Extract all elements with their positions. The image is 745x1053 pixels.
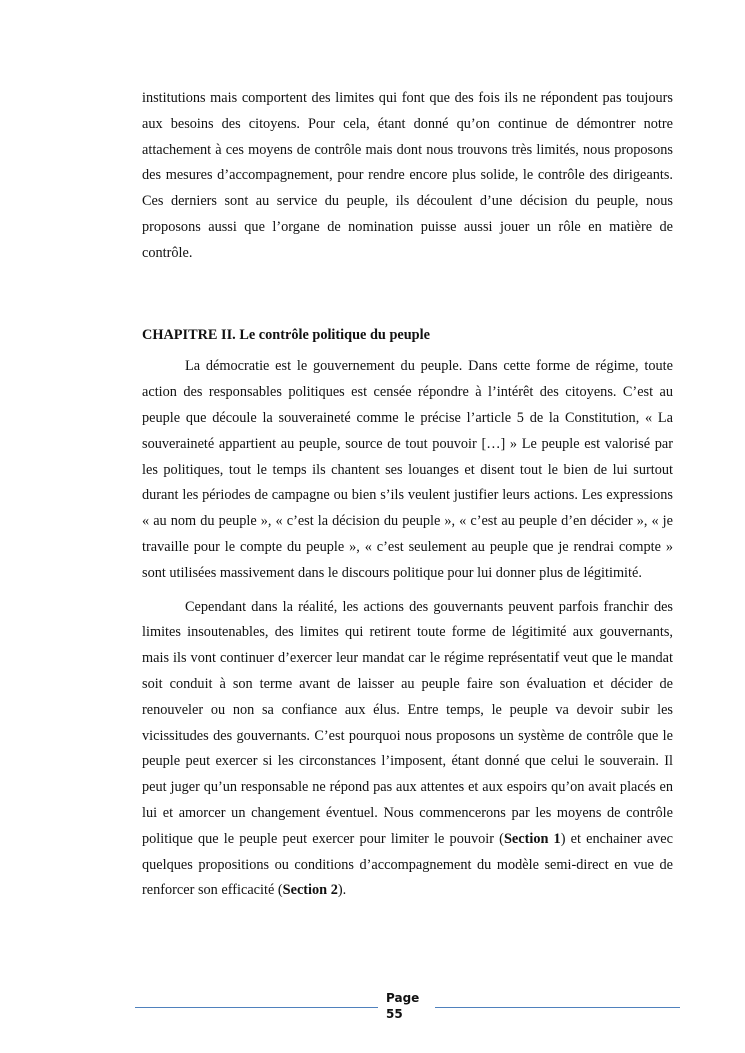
paragraph-1: La démocratie est le gouvernement du peuple. Dans cette forme de régime, toute action des responsables politiques est censée répondre à l’intérêt des citoyens. C’est au peuple que découle la souveraineté comme le précise l’article 5 de la Constitution, « La souveraineté appartient au peuple, source de tout pouvoir […] » Le peuple est valorisé par les politiques, tout le temps ils chantent ses louanges et disent tout le bien de lui surtout durant les périodes de campagne ou bien s’ils veulent justifier leurs actions. Les expressions « au nom du peuple », « c’est la décision du peuple », « c’est au peuple d’en décider », « je travaille pour le compte du peuple », « c’est seulement au peuple que je rendrai compte » sont utilisées massivement dans le discours politique pour lui donner plus de légitimité. [142,358,673,581]
footer-rule-left [135,1007,378,1008]
paragraph-2 [142,595,673,905]
page-number-block [386,990,434,1022]
page-number: 55 [386,1007,403,1021]
page-footer [0,990,745,1030]
paragraph-2-text-a: Cependant dans la réalité, les actions des gouvernants peuvent parfois franchir des limites insoutenables, des limites qui retirent toute forme de légitimité aux gouvernants, mais ils vont continuer d’exercer leur mandat car le régime représentatif veut que le mandat soit conduit à son terme avant de laisser au peuple faire son évaluation et décider de renouveler ou non sa confiance aux élus. Entre temps, le peuple va devoir subir les vicissitudes des gouvernants. C’est pourquoi nous proposons un système de contrôle que le peuple peut exercer si les circonstances l’imposent, étant donné que celui le souverain. Il peut juger qu’un responsable ne répond pas aux attentes et aux espoirs qu’on avait placés en lui et amorcer un changement éventuel. Nous commencerons par les moyens de contrôle politique que le peuple peut exercer pour limiter le pouvoir ( [142,598,673,847]
page-label: Page [386,991,420,1005]
section-1-reference: Section 1 [503,830,561,847]
paragraph-2-text-c: ). [337,882,347,899]
footer-rule-right [435,1007,680,1008]
chapter-heading: CHAPITRE II. Le contrôle politique du peuple [142,326,430,343]
paragraph-2-text-b: ) et enchainer avec quelques propositions ou conditions d’accompagnement du modèle semi-direct en vue de renforcer son efficacité ( [142,830,673,899]
continuation-paragraph: institutions mais comportent des limites qui font que des fois ils ne répondent pas toujours aux besoins des citoyens. Pour cela, étant donné qu’on continue de démontrer notre attachement à ces moyens de contrôle mais dont nous trouvons très limités, nous proposons des mesures d’accompagnement, pour rendre encore plus solide, le contrôle des dirigeants. Ces derniers sont au service du peuple, ils découlent d’une décision du peuple, nous proposons aussi que l’organe de nomination puisse aussi jouer un rôle en matière de contrôle. [142,90,673,261]
page-body [142,86,673,904]
section-2-reference: Section 2 [282,882,338,899]
